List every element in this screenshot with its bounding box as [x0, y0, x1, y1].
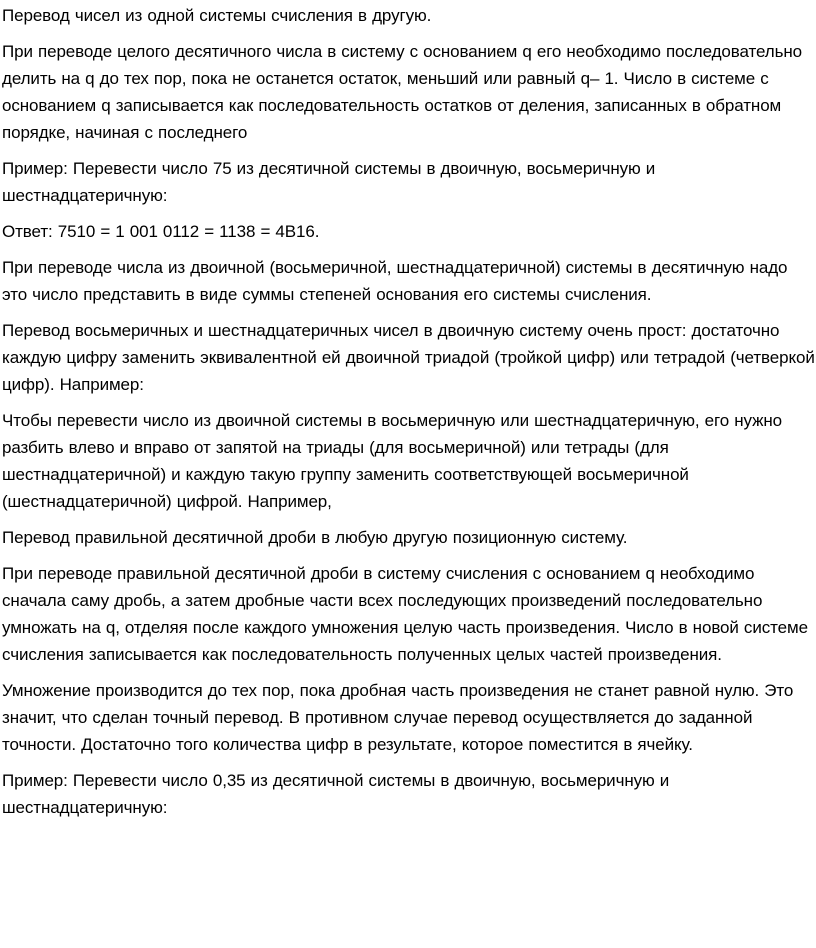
paragraph-binary-to-octal-hex: Чтобы перевести число из двоичной системы в восьмеричную или шестнадцатеричную, его нужно разбить влево и вправо от запятой на триады (для восьмеричной) или тетрады (для шестнадцатеричной) и каждую такую группу заменить соответствующей восьмеричной (шестнадцатеричной) цифрой. Например, [2, 411, 782, 511]
paragraph-fraction-multiplication-rule: При переводе правильной десятичной дроби в систему счисления с основанием q необходимо сначала саму дробь, а затем дробные части всех последующих произведений последовательно умножать на q, отделяя после каждого умножения целую часть произведения. Число в новой системе счисления записывается как последовательность полученных целых частей произведения. [2, 564, 808, 664]
paragraph-answer-75: Ответ: 7510 = 1 001 0112 = 1138 = 4B16. [2, 222, 320, 241]
paragraph-example-035: Пример: Перевести число 0,35 из десятичной системы в двоичную, восьмеричную и шестнадцатеричную: [2, 771, 670, 817]
heading-fraction-conversion: Перевод правильной десятичной дроби в любую другую позиционную систему. [2, 528, 628, 547]
paragraph-octal-hex-to-binary: Перевод восьмеричных и шестнадцатеричных чисел в двоичную систему очень прост: достаточно каждую цифру заменить эквивалентной ей двоичной триадой (тройкой цифр) или тетрадой (четверкой цифр). Например: [2, 321, 815, 394]
paragraph-integer-division-rule: При переводе целого десятичного числа в систему с основанием q его необходимо последовательно делить на q до тех пор, пока не останется остаток, меньший или равный q– 1. Число в системе с основанием q записывается как последовательность остатков от деления, записанных в обратном порядке, начиная с последнего [2, 42, 803, 142]
heading-integer-conversion: Перевод чисел из одной системы счисления в другую. [2, 6, 432, 25]
paragraph-multiplication-stop: Умножение производится до тех пор, пока дробная часть произведения не станет равной нулю. Это значит, что сделан точный перевод. В противном случае перевод осуществляется до заданной точности. Достаточно того количества цифр в результате, которое поместится в ячейку. [2, 681, 794, 754]
paragraph-example-75: Пример: Перевести число 75 из десятичной системы в двоичную, восьмеричную и шестнадцатеричную: [2, 159, 656, 205]
paragraph-to-decimal-rule: При переводе числа из двоичной (восьмеричной, шестнадцатеричной) системы в десятичную надо это число представить в виде суммы степеней основания его системы счисления. [2, 258, 788, 304]
